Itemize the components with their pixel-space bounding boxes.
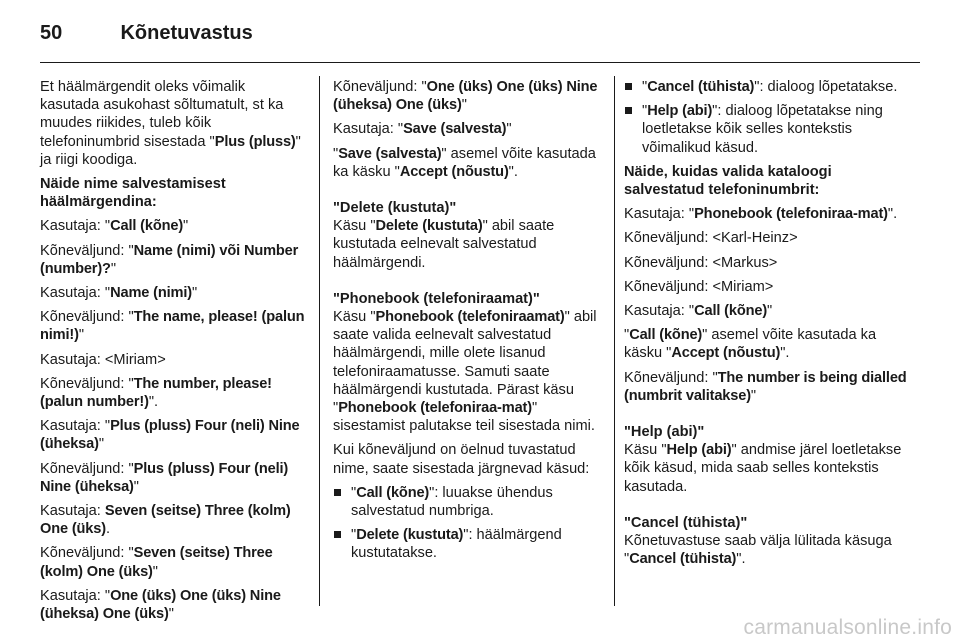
- dialog-line: Kasutaja: "Call (kõne)": [624, 303, 773, 320]
- dialog-line: Kasutaja: Seven (seitse) Three (kolm) One (üks).: [40, 503, 291, 538]
- dialog-line: Kõneväljund: "Seven (seitse) Three (kolm) One (üks)": [40, 545, 273, 580]
- after-paragraph: Kui kõneväljund on öelnud tuvastatud nime, saate sisestada järgnevad käsud:: [333, 442, 590, 477]
- section-heading: Näide nime salvestamisest häälmärgendina:: [40, 176, 226, 211]
- dialog-line: Kasutaja: "One (üks) One (üks) Nine (üheksa) One (üks)": [40, 587, 281, 623]
- phonebook-heading: "Phonebook (telefoniraamat)": [333, 290, 540, 307]
- list-item: "Help (abi)": dialoog lõpetatakse ning loetletakse kõik selles kontekstis võimalikud käsud.: [624, 102, 914, 157]
- list-item: "Delete (kustuta)": häälmärgend kustutatakse.: [333, 526, 605, 562]
- section-heading: Näide, kuidas valida kataloogi salvestatud telefoninumbrit:: [624, 163, 832, 199]
- bullet-icon: [334, 489, 341, 496]
- column-3: [624, 78, 914, 574]
- column-divider: [319, 76, 320, 606]
- dialog-line: "Save (salvesta)" asemel võite kasutada ka käsku "Accept (nõustu)".: [333, 145, 596, 180]
- page-number: 50: [40, 22, 63, 44]
- dialog-line: Kasutaja: "Save (salvesta)": [333, 121, 512, 138]
- delete-heading: "Delete (kustuta)": [333, 200, 457, 217]
- column-1: [40, 78, 308, 629]
- dialog-line: Kõneväljund: <Miriam>: [624, 278, 774, 295]
- bullet-icon: [625, 107, 632, 114]
- dialog-line: Kasutaja: "Name (nimi)": [40, 285, 198, 302]
- dialog-line: Kõneväljund: "The name, please! (palun nimi!)": [40, 309, 305, 344]
- list-item: "Cancel (tühista)": dialoog lõpetatakse.: [624, 78, 914, 96]
- bullet-icon: [625, 83, 632, 90]
- page-title: Kõnetuvastus: [120, 22, 253, 44]
- watermark: carmanualsonline.info: [743, 616, 952, 639]
- cancel-paragraph: Kõnetuvastuse saab välja lülitada käsuga "Cancel (tühista)".: [624, 533, 892, 568]
- dialog-line: Kõneväljund: "The number, please! (palun number!)".: [40, 375, 272, 411]
- dialog-line: Kõneväljund: "Name (nimi) või Number (number)?": [40, 242, 299, 277]
- help-heading: "Help (abi)": [624, 424, 705, 441]
- dialog-line: "Call (kõne)" asemel võite kasutada ka käsku "Accept (nõustu)".: [624, 327, 877, 362]
- intro-paragraph: Et häälmärgendit oleks võimalik kasutada asukohast sõltumatult, st ka muudes riikides, tuleb kõik telefoninumbrid sisestada "Plus (pluss)" ja riigi koodiga.: [40, 79, 301, 168]
- dialog-line: Kasutaja: "Call (kõne)": [40, 218, 189, 235]
- bullet-icon: [334, 531, 341, 538]
- page-header: [40, 22, 253, 52]
- delete-paragraph: Käsu "Delete (kustuta)" abil saate kustutada eelnevalt salvestatud häälmärgendi.: [333, 218, 555, 271]
- dialog-line: Kasutaja: "Plus (pluss) Four (neli) Nine (üheksa)": [40, 418, 300, 453]
- dialog-line: Kõneväljund: "The number is being dialled (numbrit valitakse)": [624, 369, 907, 404]
- header-rule: [40, 62, 920, 63]
- dialog-line: Kasutaja: "Phonebook (telefoniraa‐mat)".: [624, 206, 898, 223]
- phonebook-paragraph: Käsu "Phonebook (telefoniraamat)" abil saate valida eelnevalt salvestatud häälmärgendi, mille olete lisanud telefoniraamatusse. Samuti saate häälmärgendi kustutada. Pärast käsu "Phonebook (telefoniraa‐mat)" sisestamist palutakse teil sisestada nimi.: [333, 309, 597, 435]
- column-divider: [614, 76, 615, 606]
- dialog-line: Kõneväljund: <Karl-Heinz>: [624, 230, 798, 247]
- cancel-heading: "Cancel (tühista)": [624, 514, 748, 531]
- dialog-line: Kõneväljund: "Plus (pluss) Four (neli) Nine (üheksa)": [40, 460, 289, 495]
- dialog-line: Kasutaja: <Miriam>: [40, 351, 166, 368]
- dialog-line: Kõneväljund: <Markus>: [624, 254, 778, 271]
- help-paragraph: Käsu "Help (abi)" andmise järel loetletakse kõik käsud, mida saab selles kontekstis kasutada.: [624, 442, 902, 495]
- dialog-line: Kõneväljund: "One (üks) One (üks) Nine (üheksa) One (üks)": [333, 79, 598, 114]
- column-2: [333, 78, 605, 569]
- list-item: "Call (kõne)": luuakse ühendus salvestatud numbriga.: [333, 484, 605, 520]
